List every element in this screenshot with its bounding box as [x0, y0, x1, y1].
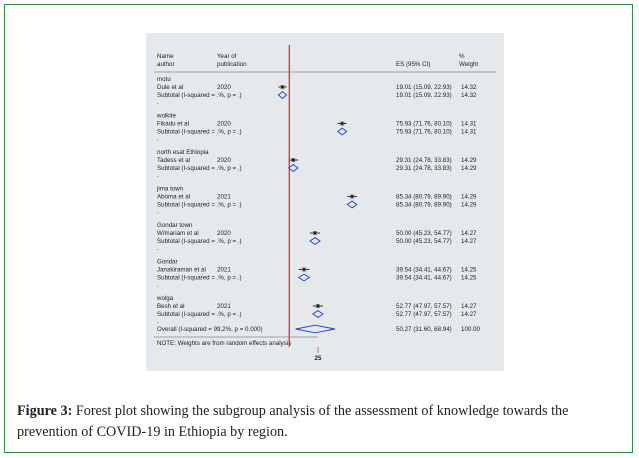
group-name: Gondar town	[157, 222, 193, 229]
study-year: 2020	[217, 157, 231, 164]
subtotal-label: Subtotal (I-squared = .%, p = .)	[157, 165, 242, 172]
subtotal-diamond	[347, 201, 357, 208]
study-year: 2021	[217, 193, 231, 201]
header-author-line2: author	[157, 61, 175, 68]
study-weight: 14.29	[461, 157, 477, 164]
subtotal-diamond	[313, 311, 323, 318]
study-es: 19.01 (15.09, 22.93)	[396, 84, 452, 91]
study-weight: 14.27	[461, 303, 477, 310]
overall-es: 50.27 (31.60, 68.94)	[396, 326, 452, 333]
subtotal-weight: 14.29	[461, 201, 477, 209]
subtotal-label: Subtotal (I-squared = .%, p = .)	[157, 128, 242, 136]
subtotal-diamond	[289, 165, 298, 172]
forest-marks	[278, 85, 356, 317]
study-weight: 14.27	[461, 230, 477, 237]
header-year-line1: Year of	[217, 53, 237, 60]
group-name: wolga	[157, 295, 174, 302]
header-weight-line2: Weight	[459, 61, 479, 68]
group-name: motu	[157, 76, 171, 83]
caption-text: Forest plot showing the subgroup analysis of the assessment of knowledge towards the prevention of COVID-19 in Ethiopia by region.	[17, 403, 569, 440]
group-separator: .	[157, 245, 159, 252]
study-author: Besh et al	[157, 303, 185, 310]
study-weight: 14.29	[461, 193, 477, 201]
subtotal-weight: 14.27	[461, 311, 477, 318]
study-es: 85.34 (80.79, 89.90)	[396, 193, 452, 201]
study-year: 2021	[217, 266, 231, 274]
study-weight: 14.31	[461, 120, 477, 128]
subtotal-es: 29.31 (24.78, 33.83)	[396, 165, 452, 172]
study-weight: 14.25	[461, 266, 477, 274]
subtotal-es: 19.01 (15.09, 22.93)	[396, 92, 452, 99]
caption-label: Figure 3:	[17, 403, 73, 419]
point-estimate	[292, 159, 294, 161]
point-estimate	[303, 268, 305, 270]
x-tick-label: 25	[314, 355, 322, 362]
subtotal-weight: 14.32	[461, 92, 477, 99]
subtotal-label: Subtotal (I-squared = .%, p = .)	[157, 311, 242, 318]
overall-diamond	[296, 325, 335, 333]
subtotal-es: 52.77 (47.97, 57.57)	[396, 311, 452, 318]
group-name: wolkite	[157, 112, 176, 120]
group-separator: .	[157, 172, 159, 179]
study-year: 2021	[217, 303, 231, 310]
group-separator: .	[157, 318, 159, 325]
group-name: jima town	[157, 185, 184, 193]
study-author: Janakiraman et al	[157, 266, 206, 274]
study-weight: 14.32	[461, 84, 477, 91]
subtotal-label: Subtotal (I-squared = .%, p = .)	[157, 274, 242, 282]
point-estimate	[314, 232, 316, 234]
forest-plot	[146, 33, 504, 371]
study-author: Tadess et al	[157, 157, 191, 164]
subtotal-weight: 14.29	[461, 165, 477, 172]
figure-caption	[17, 401, 627, 443]
study-es: 75.93 (71.76, 80.10)	[396, 120, 452, 128]
overall-label: Overall (I-squared = 99.2%, p = 0.000)	[157, 326, 263, 333]
group-separator: .	[157, 208, 159, 216]
header-weight-line1: %	[459, 53, 465, 60]
subtotal-diamond	[278, 92, 286, 99]
subtotal-es: 50.00 (45.23, 54.77)	[396, 238, 452, 245]
subtotal-diamond	[310, 238, 320, 245]
study-year: 2020	[217, 230, 231, 237]
study-es: 52.77 (47.97, 57.57)	[396, 303, 452, 310]
point-estimate	[317, 305, 319, 307]
study-rows	[156, 76, 477, 325]
group-name: Gondar	[157, 258, 178, 266]
study-es: 29.31 (24.78, 33.83)	[396, 157, 452, 164]
weights-note: NOTE: Weights are from random effects analysis	[157, 340, 292, 347]
study-year: 2020	[217, 120, 231, 128]
subtotal-label: Subtotal (I-squared = .%, p = .)	[157, 201, 242, 209]
study-author: Aboma et al	[157, 193, 191, 201]
subtotal-weight: 14.27	[461, 238, 477, 245]
point-estimate	[341, 122, 343, 124]
subtotal-diamond	[299, 274, 310, 281]
header-year-line2: publication	[217, 61, 247, 68]
study-author: Dule et al	[157, 84, 184, 91]
subtotal-weight: 14.31	[461, 128, 477, 136]
group-name: north esat Ethiopia	[157, 149, 209, 156]
subtotal-es: 39.54 (34.41, 44.67)	[396, 274, 452, 282]
subtotal-diamond	[338, 128, 347, 135]
group-separator: .	[157, 135, 159, 143]
subtotal-es: 85.34 (80.79, 89.90)	[396, 201, 452, 209]
study-es: 50.00 (45.23, 54.77)	[396, 230, 452, 237]
study-year: 2020	[217, 84, 231, 91]
subtotal-es: 75.93 (71.76, 80.10)	[396, 128, 452, 136]
study-author: Fikadu et al	[157, 120, 189, 128]
study-es: 39.54 (34.41, 44.67)	[396, 266, 452, 274]
point-estimate	[351, 195, 353, 197]
study-author: W/mariam et al	[157, 230, 199, 237]
forest-plot-panel	[146, 33, 504, 371]
subtotal-label: Subtotal (I-squared = .%, p = .)	[157, 92, 242, 99]
group-separator: .	[157, 281, 159, 289]
header-es: ES (95% CI)	[396, 61, 431, 68]
overall-weight: 100.00	[461, 326, 480, 333]
group-separator: .	[157, 99, 159, 106]
subtotal-weight: 14.25	[461, 274, 477, 282]
point-estimate	[281, 86, 283, 88]
subtotal-label: Subtotal (I-squared = .%, p = .)	[157, 238, 242, 245]
header-author-line1: Name	[157, 53, 174, 60]
